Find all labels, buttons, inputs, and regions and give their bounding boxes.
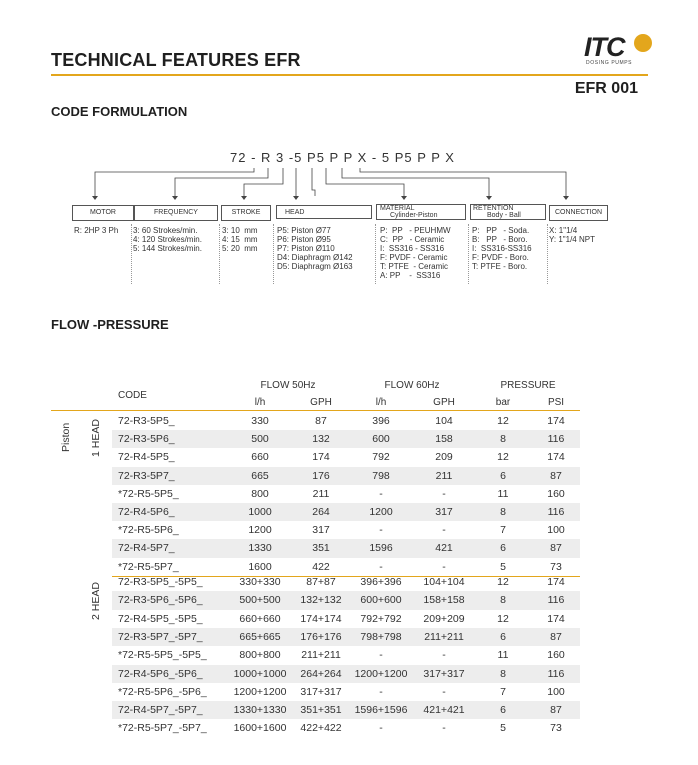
row-code: 72-R3-5P5_: [118, 415, 175, 427]
connection-options: X: 1"1/4 Y: 1"1/4 NPT: [549, 226, 595, 244]
row-value: 317: [312, 524, 330, 537]
row-value: -: [442, 685, 446, 698]
row-value: 798: [372, 469, 390, 482]
box-material: MATERIAL Cylinder-Piston: [376, 204, 466, 220]
row-value: 116: [547, 506, 565, 518]
row-value: 116: [547, 433, 565, 446]
row-value: 1600+1600: [233, 722, 287, 735]
motor-options: R: 2HP 3 Ph: [74, 226, 119, 235]
col-header-lh-50: l/h: [254, 397, 266, 408]
box-retention: RETENTION Body - Ball: [470, 204, 546, 220]
col-header-code: CODE: [118, 390, 147, 401]
row-value: 422+422: [300, 722, 342, 735]
row-value: 12: [497, 576, 509, 588]
col-header-flow60: FLOW 60Hz: [384, 380, 440, 391]
col-header-pressure: PRESSURE: [500, 380, 556, 391]
separator: [219, 224, 220, 284]
row-value: 174: [547, 612, 565, 625]
row-code: 72-R4-5P6_: [118, 506, 175, 518]
row-value: 500+500: [239, 594, 281, 607]
row-value: 396+396: [360, 576, 402, 588]
row-code: 72-R3-5P6_-5P6_: [118, 594, 203, 607]
row-value: 792+792: [360, 612, 402, 625]
row-value: 132: [312, 433, 330, 446]
box-motor: MOTOR: [72, 205, 134, 221]
row-value: 600+600: [360, 594, 402, 607]
code-connector-lines: [0, 0, 698, 220]
row-code: *72-R5-5P7_-5P7_: [118, 722, 207, 735]
row-value: 1600: [248, 560, 272, 573]
logo-text: ITC: [584, 32, 625, 62]
row-value: 174: [312, 451, 330, 464]
box-connection: CONNECTION: [549, 205, 608, 221]
row-value: 132+132: [300, 594, 342, 607]
row-value: 351: [312, 542, 330, 555]
row-value: 330+330: [239, 576, 281, 588]
row-shade: [112, 467, 580, 485]
row-value: 73: [550, 560, 562, 573]
row-value: 7: [500, 685, 506, 698]
row-value: -: [379, 649, 383, 662]
row-value: 12: [497, 451, 509, 464]
row-value: 8: [500, 506, 506, 518]
row-value: 665: [251, 469, 269, 482]
code-formulation-heading: CODE FORMULATION: [51, 104, 188, 119]
row-value: 211+211: [301, 649, 341, 662]
row-value: 87+87: [306, 576, 336, 588]
head-options: P5: Piston Ø77 P6: Piston Ø95 P7: Piston Ø110 D4: Diaphragm Ø142 D5: Diaphragm Ø163: [277, 226, 353, 271]
row-value: 396: [372, 415, 390, 427]
flow-pressure-heading: FLOW -PRESSURE: [51, 317, 169, 332]
box-frequency: FREQUENCY: [134, 205, 218, 221]
row-value: 160: [547, 487, 565, 500]
row-value: 351+351: [300, 704, 342, 717]
row-value: 87: [550, 469, 562, 482]
row-shade: [112, 539, 580, 557]
box-head: HEAD: [276, 205, 372, 219]
row-value: 176: [312, 469, 330, 482]
col-header-flow50: FLOW 50Hz: [260, 380, 316, 391]
row-value: 600: [372, 433, 390, 446]
separator: [273, 224, 274, 284]
row-code: *72-R5-5P6_-5P6_: [118, 685, 207, 698]
retention-options: P: PP - Soda. B: PP - Boro. I: SS316-SS316 F: PVDF - Boro. T: PTFE - Boro.: [472, 226, 532, 271]
row-value: -: [442, 560, 446, 573]
stroke-options: 3: 10 mm 4: 15 mm 5: 20 mm: [222, 226, 258, 253]
row-value: 660+660: [239, 612, 281, 625]
piston-label: Piston: [60, 422, 72, 452]
row-value: 211: [312, 487, 330, 500]
row-value: -: [442, 487, 446, 500]
row-value: 116: [547, 667, 565, 680]
logo-subtitle: DOSING PUMPS: [586, 60, 633, 66]
row-value: 5: [500, 560, 506, 573]
row-value: 264+264: [300, 667, 342, 680]
row-value: 6: [500, 704, 506, 717]
frequency-options: 3: 60 Strokes/min. 4: 120 Strokes/min. 5: 144 Strokes/min.: [133, 226, 202, 253]
row-value: 209: [435, 451, 453, 464]
row-value: 660: [251, 451, 269, 464]
material-options: P: PP - PEUHMW C: PP - Ceramic I: SS316 - SS316 F: PVDF - Ceramic T: PTFE - Ceramic A: PP - SS316: [380, 226, 451, 280]
row-code: 72-R4-5P6_-5P6_: [118, 667, 203, 680]
row-value: 104: [435, 415, 453, 427]
row-value: 7: [500, 524, 506, 537]
row-value: 87: [550, 630, 562, 643]
two-head-label: 2 HEAD: [90, 582, 102, 620]
row-value: 8: [500, 667, 506, 680]
row-value: 330: [251, 415, 269, 427]
page-title: TECHNICAL FEATURES EFR: [51, 50, 301, 70]
row-value: 422: [312, 560, 330, 573]
row-value: 1200: [248, 524, 272, 537]
row-value: 1596+1596: [354, 704, 408, 717]
table-top-line: [51, 410, 580, 411]
row-value: 1200+1200: [354, 667, 408, 680]
box-stroke: STROKE: [221, 205, 271, 221]
row-value: 100: [547, 685, 565, 698]
row-value: -: [379, 487, 383, 500]
row-value: 11: [497, 649, 509, 662]
row-value: 798+798: [360, 630, 402, 643]
model-code: EFR 001: [574, 80, 638, 97]
row-value: 8: [500, 433, 506, 446]
row-value: 87: [550, 704, 562, 717]
row-value: -: [442, 649, 446, 662]
row-value: 158: [435, 433, 453, 446]
row-value: 800: [251, 487, 269, 500]
row-code: 72-R4-5P5_: [118, 451, 175, 464]
row-value: 116: [547, 594, 565, 607]
row-value: 6: [500, 630, 506, 643]
row-value: 8: [500, 594, 506, 607]
row-value: 176+176: [300, 630, 342, 643]
row-value: 11: [497, 487, 509, 500]
row-shade: [112, 503, 580, 521]
col-header-bar: bar: [495, 397, 511, 408]
row-value: 100: [547, 524, 565, 537]
row-value: -: [379, 685, 383, 698]
row-value: 174: [547, 451, 565, 464]
row-value: 160: [547, 649, 565, 662]
row-code: 72-R4-5P5_-5P5_: [118, 612, 203, 625]
row-value: 73: [550, 722, 562, 735]
col-header-lh-60: l/h: [375, 397, 387, 408]
row-value: 158+158: [423, 594, 465, 607]
row-value: -: [379, 560, 383, 573]
row-value: 174: [547, 415, 565, 427]
separator: [468, 224, 469, 284]
row-value: 104+104: [423, 576, 465, 588]
row-value: 1000+1000: [233, 667, 287, 680]
row-value: 87: [315, 415, 327, 427]
row-code: *72-R5-5P6_: [118, 524, 179, 537]
row-value: 800+800: [239, 649, 281, 662]
row-value: 317+317: [300, 685, 342, 698]
row-shade: [112, 430, 580, 448]
row-value: -: [442, 524, 446, 537]
col-header-gph-50: GPH: [310, 397, 332, 408]
separator: [547, 224, 548, 284]
separator: [375, 224, 376, 284]
row-code: 72-R4-5P7_-5P7_: [118, 704, 203, 717]
row-value: 87: [550, 542, 562, 555]
row-value: 211: [435, 469, 453, 482]
row-value: 12: [497, 415, 509, 427]
row-code: *72-R5-5P7_: [118, 560, 179, 573]
row-value: 421: [435, 542, 453, 555]
col-header-psi: PSI: [547, 397, 565, 408]
row-value: 317+317: [423, 667, 465, 680]
row-value: -: [442, 722, 446, 735]
row-value: 500: [251, 433, 269, 446]
row-code: 72-R3-5P7_-5P7_: [118, 630, 203, 643]
row-code: 72-R4-5P7_: [118, 542, 175, 555]
row-value: 6: [500, 469, 506, 482]
row-value: 211+211: [424, 630, 464, 643]
row-code: *72-R5-5P5_-5P5_: [118, 649, 207, 662]
code-string: 72 - R 3 -5 P5 P P X - 5 P5 P P X: [230, 150, 455, 165]
row-value: -: [379, 722, 383, 735]
row-value: 665+665: [239, 630, 281, 643]
row-value: 1330+1330: [233, 704, 287, 717]
row-value: 421+421: [423, 704, 465, 717]
row-code: 72-R3-5P6_: [118, 433, 175, 446]
row-value: 12: [497, 612, 509, 625]
row-value: 1330: [248, 542, 272, 555]
row-code: 72-R3-5P5_-5P5_: [118, 576, 203, 588]
row-value: 5: [500, 722, 506, 735]
row-value: 317: [435, 506, 453, 518]
row-value: -: [379, 524, 383, 537]
row-value: 792: [372, 451, 390, 464]
row-value: 1000: [248, 506, 272, 518]
row-code: *72-R5-5P5_: [118, 487, 179, 500]
row-value: 1200: [369, 506, 393, 518]
one-head-label: 1 HEAD: [90, 419, 102, 457]
row-code: 72-R3-5P7_: [118, 469, 175, 482]
separator: [131, 224, 132, 284]
row-value: 174: [547, 576, 565, 588]
row-value: 1200+1200: [233, 685, 287, 698]
row-value: 209+209: [423, 612, 465, 625]
row-value: 1596: [369, 542, 393, 555]
row-value: 6: [500, 542, 506, 555]
row-value: 174+174: [300, 612, 342, 625]
col-header-gph-60: GPH: [433, 397, 455, 408]
row-value: 264: [312, 506, 330, 518]
